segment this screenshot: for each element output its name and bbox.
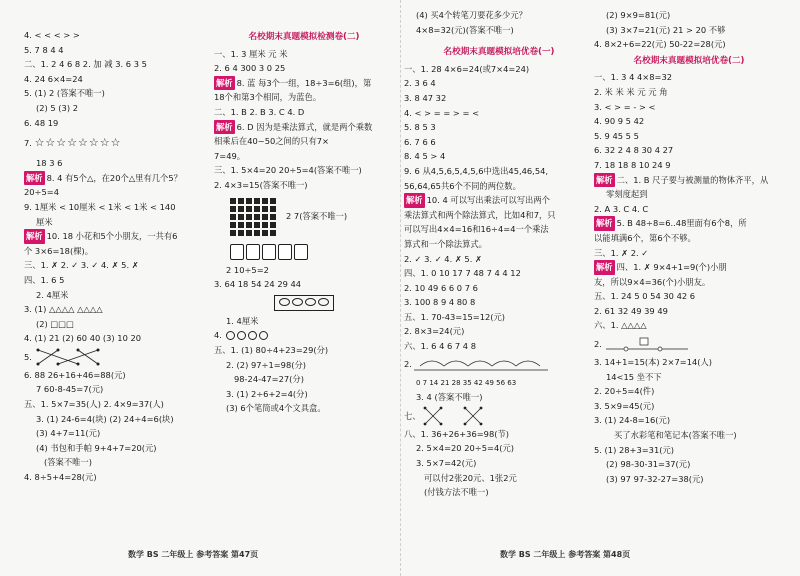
page-divider: [400, 0, 401, 576]
answer-line: (3) 97 97-32-27=38(元): [606, 473, 704, 484]
answer-line: 2. (2) 97÷1=98(分): [226, 359, 307, 370]
answer-line: 18个和第3个相同，为蓝色。: [214, 92, 322, 103]
answer-line: 五、1. 5×7=35(人) 2. 4×9=37(人): [24, 399, 164, 410]
number-line-labels: 0 7 14 21 28 35 42 49 56 63: [416, 378, 517, 387]
answer-line: 4. 8÷5+4=28(元): [24, 472, 97, 483]
answer-line: 3. 5×9=45(元): [594, 400, 655, 411]
answer-line: (2) □□□: [36, 318, 74, 329]
answer-line: (4) 买4个转笔刀要花多少元？: [416, 10, 527, 20]
answer-line: 6. 7 6 6: [404, 136, 436, 147]
answer-line: 一、1. 3 厘米 元 米: [214, 48, 288, 59]
analysis-tag: 解析: [404, 193, 425, 208]
answer-line: 四、1. 0 10 17 7 48 7 4 4 12: [404, 268, 521, 279]
analysis-tag: 解析: [594, 216, 615, 231]
answer-line: (3) 4+7=11(元): [36, 428, 101, 439]
seesaw-icon: [602, 335, 692, 353]
answer-line: 可以付2张20元、1张2元: [424, 472, 517, 483]
answer-line: 算式和一个除法算式。: [404, 238, 487, 249]
matching-figure-row: 5.: [24, 346, 210, 368]
page-footer-right: 数学 BS 二年级上 参考答案 第48页: [500, 550, 631, 559]
answer-line: 3. (1) 24-8=16(元): [594, 415, 671, 426]
answer-line: 6. 32 2 4 8 30 4 27: [594, 145, 674, 156]
answer-line: 4. 8×2+6=22(元) 50-22=28(元): [594, 39, 726, 50]
answer-line: 解析 8. 蓝 每3个一组，18÷3=6(组)，第: [214, 76, 394, 91]
cylinder-icon: [262, 244, 276, 260]
answer-line: 二、1. B 2. B 3. C 4. D: [214, 106, 305, 117]
answer-line: 2. ✓ 3. ✓ 4. ✗ 5. ✗: [404, 253, 482, 264]
answer-line: 56,64,65共6个不同的两位数。: [404, 180, 521, 191]
star-icon: ☆☆☆☆☆☆☆☆: [34, 135, 122, 149]
answer-line: 3. 8 47 32: [404, 92, 447, 103]
answer-line: 2. 米 米 米 元 元 角: [594, 86, 668, 97]
answer-line: 相乘后在40~50之间的只有7×: [214, 136, 329, 147]
answer-column-2: [214, 28, 394, 416]
answer-line: (2) 9×9=81(元): [606, 10, 671, 20]
section-title: 名校期末真题模拟培优卷(二): [633, 55, 745, 66]
answer-line: 9. 1厘米 < 10厘米 < 1米 < 1米 < 140: [24, 201, 176, 212]
cross-figure-row: 七、: [404, 405, 594, 427]
answer-line: 5. 9 45 5 5: [594, 130, 639, 141]
answer-line: 零刻度起到: [606, 189, 648, 200]
answer-column-1: [24, 28, 210, 485]
answer-line: 六、1. △△△△: [594, 320, 647, 331]
page-footer-left: 数学 BS 二年级上 参考答案 第47页: [128, 550, 259, 559]
answer-line: 4. 90 9 5 42: [594, 116, 645, 127]
answer-column-3: [404, 8, 594, 500]
answer-line: 解析 10. 18 小花和5个小朋友，一共有6: [24, 229, 210, 244]
answer-line: 4.: [214, 328, 394, 343]
answer-line: 4. < > = = > = <: [404, 107, 480, 118]
answer-line: 3. 64 18 54 24 29 44: [214, 279, 302, 290]
answer-line: 以能填满6个，第6个不够。: [594, 232, 696, 243]
answer-line: 解析 二、1. B 尺子要与被测量的物体齐平，从: [594, 173, 784, 188]
answer-line: (4) 书包和手帕 9+4+7=20(元): [36, 442, 157, 453]
answer-line: 1. 4厘米: [226, 315, 259, 326]
circle-icon: [237, 331, 246, 340]
answer-line: 解析 6. D 因为是乘法算式，就是两个乘数: [214, 120, 394, 135]
answer-line: 2. 8×3=24(元): [404, 326, 465, 337]
answer-line: 3. (1) 24-6=4(块) (2) 24÷4=6(块): [36, 413, 174, 424]
answer-line: 厘米: [36, 216, 53, 227]
answer-line: 5. (1) 2 (答案不唯一): [24, 88, 105, 99]
answer-line: 4×8=32(元)(答案不唯一): [416, 24, 514, 35]
answer-line: 3. < > = - > <: [594, 101, 656, 112]
answer-line: 5. 7 8 4 4: [24, 44, 64, 55]
cylinder-icon: [278, 244, 292, 260]
answer-line: 2. 61 32 49 39 49: [594, 305, 668, 316]
answer-line: 乘法算式和两个除法算式，比如4和7，只: [404, 209, 556, 220]
answer-line: 7 60-8-45=7(元): [36, 384, 104, 395]
answer-line: 五、1. 24 5 0 54 30 42 6: [594, 291, 696, 302]
answer-line: 五、1. 70-43=15=12(元): [404, 311, 506, 322]
answer-line: (2) 98-30-31=37(元): [606, 459, 691, 470]
answer-line: 2. 20÷5=4(件): [594, 386, 655, 397]
answer-line: (付钱方法不唯一): [424, 487, 489, 498]
answer-line: 个 3×6=18(棵)。: [24, 245, 94, 256]
answer-line: 6. 48 19: [24, 117, 59, 128]
answer-line: 7. 18 18 8 10 24 9: [594, 159, 671, 170]
seesaw-figure-row: 2.: [594, 333, 784, 355]
circle-icon: [248, 331, 257, 340]
analysis-tag: 解析: [24, 171, 45, 186]
answer-line: 98-24-47=27(分): [234, 374, 304, 385]
number-line-icon: [412, 356, 552, 374]
answer-line: 五、1. (1) 80÷4+23=29(分): [214, 344, 329, 355]
answer-line: 4. 24 6×4=24: [24, 73, 83, 84]
answer-line: 14<15 坐不下: [606, 371, 662, 382]
section-title: 名校期末真题模拟检测卷(二): [248, 32, 360, 42]
answer-line: 3. 5×7=42(元): [416, 458, 477, 469]
answer-line: (答案不唯一): [44, 457, 92, 468]
analysis-tag: 解析: [214, 76, 235, 91]
answer-line: 20÷5=4: [24, 187, 60, 198]
answer-line: 友，所以9×4=36(个)小朋友。: [594, 276, 711, 287]
answer-line: 买了水彩笔和笔记本(答案不唯一): [614, 430, 737, 441]
analysis-tag: 解析: [594, 173, 615, 188]
answer-line: 解析 四、1. ✗ 9×4+1=9(个)小朋: [594, 260, 784, 275]
answer-line: 2. 4×3=15(答案不唯一): [214, 179, 308, 190]
answer-line: 6. 88 26+16+46=88(元): [24, 369, 126, 380]
answer-line: 2. 5×4=20 20÷5=4(元): [416, 443, 514, 454]
analysis-tag: 解析: [594, 260, 615, 275]
matching-lines-icon: [32, 347, 102, 367]
cylinder-icon: [246, 244, 260, 260]
dot-grid-row: 2 7(答案不唯一): [214, 193, 394, 241]
answer-line: 18 3 6: [36, 158, 63, 169]
answer-line: 5. (1) 28+3=31(元): [594, 444, 675, 455]
answer-line: 三、1. ✗ 2. ✓ 3. ✓ 4. ✗ 5. ✗: [24, 260, 139, 271]
answer-line: 9. 6 从4,5,6,5,4,5,6中选出45,46,54,: [404, 165, 549, 176]
cylinder-icon: [230, 244, 244, 260]
answer-line: 3. (1) 2÷6+2=4(分): [226, 388, 308, 399]
answer-line: 解析 10. 4 可以写出乘法可以写出两个: [404, 193, 594, 208]
answer-line: 8. 4 5 > 4: [404, 151, 446, 162]
circle-icon: [226, 331, 235, 340]
answer-column-4: [594, 8, 784, 486]
answer-line: 2. 4厘米: [36, 289, 69, 300]
answer-line: (3) 3×7=21(元) 21 > 20 不够: [606, 24, 726, 35]
answer-line: 2. A 3. C 4. C: [594, 203, 649, 214]
answer-line: 2. 10 49 6 6 0 7 6: [404, 282, 478, 293]
answer-line: 三、1. 5×4=20 20÷5=4(答案不唯一): [214, 165, 362, 176]
cylinder-row: [214, 241, 394, 263]
answer-line: 六、1. 6 4 6 7 4 8: [404, 341, 477, 352]
answer-line: 5. 8 5 3: [404, 122, 436, 133]
ring-box-icon: [274, 295, 334, 311]
number-line-row: 2.: [404, 354, 594, 376]
answer-line: 一、1. 28 4×6=24(或7×4=24): [404, 63, 530, 74]
analysis-tag: 解析: [214, 120, 235, 135]
answer-line: 2 10÷5=2: [226, 264, 269, 275]
answer-line: 3. 14+1=15(本) 2×7=14(人): [594, 357, 713, 368]
answer-line: 4. (1) 21 (2) 60 40 (3) 10 20: [24, 333, 142, 344]
answer-line: (3) 6个笔筒或4个文具盒。: [226, 403, 326, 414]
answer-line: 一、1. 3 4 4×8=32: [594, 72, 672, 83]
section-title: 名校期末真题模拟培优卷(一): [443, 47, 555, 58]
answer-line: 二、1. 2 4 6 8 2. 加 减 3. 6 3 5: [24, 59, 147, 70]
answer-line: 3. 100 8 9 4 80 8: [404, 297, 476, 308]
answer-line: 八、1. 36+26+36=98(节): [404, 428, 510, 439]
answer-line: 解析 8. 4 有5个△，在20个△里有几个5？: [24, 171, 210, 186]
answer-line: 解析 5. B 48÷8=6..48里面有6个8，所: [594, 216, 784, 231]
answer-line: 4. < < < > >: [24, 30, 80, 40]
answer-line: (2) 5 (3) 2: [36, 102, 78, 113]
star-figure-row: 7. ☆☆☆☆☆☆☆☆: [24, 135, 122, 149]
answer-line: 7=49。: [214, 150, 246, 161]
cross-lines-icon: [421, 406, 491, 426]
cylinder-icon: [294, 244, 308, 260]
answer-line: 2. 3 6 4: [404, 78, 436, 89]
circle-icon: [259, 331, 268, 340]
answer-line: 四、1. 6 5: [24, 274, 65, 285]
answer-line: 三、1. ✗ 2. ✓: [594, 247, 649, 258]
answer-line: 可以写出4×4=16和16÷4=4一个乘法: [404, 224, 549, 235]
answer-line: 3. (1) △△△△ △△△△: [24, 304, 103, 315]
dot-grid-icon: [230, 198, 276, 236]
answer-line: 3. 4 (答案不唯一): [416, 392, 483, 403]
answer-line: 2. 6 4 300 3 0 25: [214, 63, 286, 74]
analysis-tag: 解析: [24, 229, 45, 244]
ring-box-row: [214, 292, 394, 314]
